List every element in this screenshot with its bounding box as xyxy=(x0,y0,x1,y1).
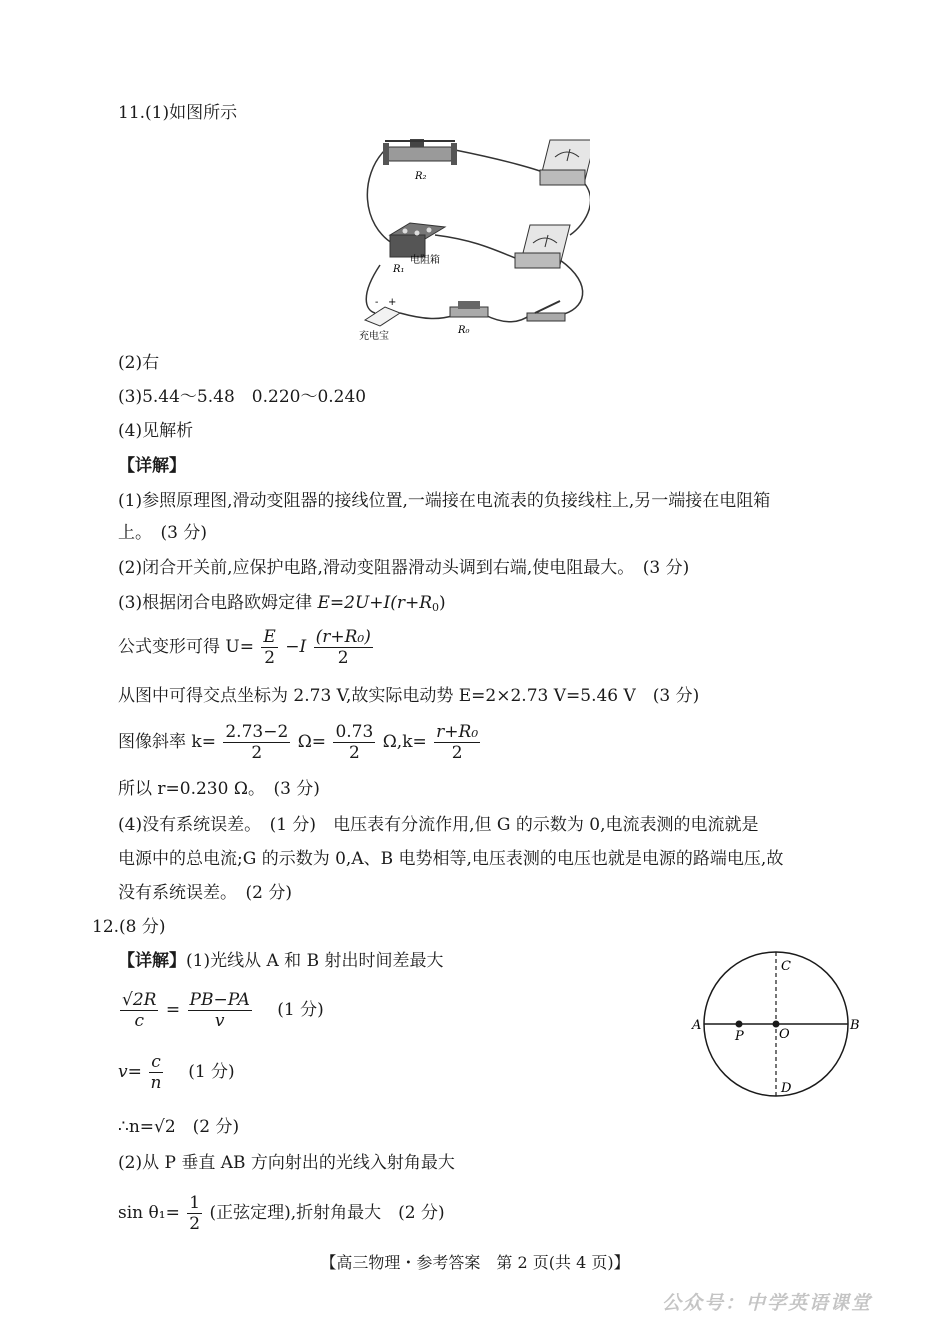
q12-part1 xyxy=(118,950,443,972)
wire xyxy=(560,260,583,315)
fraction-e-over-2 xyxy=(261,627,277,668)
q11-sol4-line1: (4)没有系统误差。 (1 分) 电压表有分流作用,但 G 的示数为 0,电流表测的电流就是 xyxy=(118,815,759,835)
fraction-denominator: 2 xyxy=(189,1214,201,1234)
fraction-denominator: 2 xyxy=(251,743,263,763)
q12-heading: 12.(8 分) xyxy=(92,917,166,937)
fraction-numerator: E xyxy=(263,627,276,647)
slope-mid2: Ω,k= xyxy=(382,732,427,752)
q11-sol3 xyxy=(118,592,446,619)
q11-part4: (4)见解析 xyxy=(118,421,194,441)
fraction-numerator: √2R xyxy=(122,990,157,1010)
q12-eq2 xyxy=(118,1052,235,1093)
fraction-denominator: 2 xyxy=(451,743,463,763)
plus-sign: + xyxy=(388,297,397,308)
fraction-numerator: c xyxy=(151,1052,161,1072)
r1-label: R₁ xyxy=(393,264,405,275)
fraction-numerator: (r+R₀) xyxy=(315,627,371,647)
q11-part3: (3)5.44～5.48 0.220～0.240 xyxy=(118,387,367,407)
wire xyxy=(455,150,550,175)
resistor-r0 xyxy=(450,301,488,317)
fraction-numerator: 1 xyxy=(189,1193,201,1213)
minus-sign: - xyxy=(375,297,379,308)
q12-part2: (2)从 P 垂直 AB 方向射出的光线入射角最大 xyxy=(118,1153,455,1173)
q11-sol3-slope xyxy=(118,722,482,763)
label-p: P xyxy=(735,1029,744,1044)
resistance-box-label: 电阻箱 xyxy=(410,255,440,266)
sol3-subscript: 0 xyxy=(432,601,440,614)
slope-mid: Ω= xyxy=(297,732,327,752)
label-d: D xyxy=(781,1081,792,1096)
fraction-numerator: r+R₀ xyxy=(436,722,479,742)
fraction-numerator: PB−PA xyxy=(189,990,250,1010)
q11-sol3-result: 所以 r=0.230 Ω。 (3 分) xyxy=(118,779,320,799)
q11-sol1-line2: 上。 (3 分) xyxy=(118,523,207,543)
slope-fraction-3 xyxy=(434,722,480,763)
sol3-close: ) xyxy=(439,593,446,613)
q11-sol1-line1: (1)参照原理图,滑动变阻器的接线位置,一端接在电流表的负接线柱上,另一端接在电阻箱 xyxy=(118,491,771,511)
label-a: A xyxy=(692,1018,702,1033)
fraction-denominator: v xyxy=(214,1011,225,1031)
sol3-equation: E=2U+I(r+R xyxy=(317,593,433,613)
wire xyxy=(485,315,530,322)
label-b: B xyxy=(850,1018,860,1033)
r2-label: R₂ xyxy=(415,171,427,182)
q11-sol3-transform xyxy=(118,627,375,668)
q12-detail-header: 【详解】 xyxy=(118,951,186,971)
fraction-r-over-2 xyxy=(314,627,373,668)
fraction-denominator: 2 xyxy=(348,743,360,763)
eq2-fraction xyxy=(149,1052,163,1093)
sol3-prefix: (3)根据闭合电路欧姆定律 xyxy=(118,593,318,613)
switch xyxy=(527,301,565,321)
label-c: C xyxy=(781,959,791,974)
q11-sol4-line2: 电源中的总电流;G 的示数为 0,A、B 电势相等,电压表测的电压也就是电源的路端电压,故 xyxy=(118,849,784,869)
transform-prefix: 公式变形可得 U= xyxy=(118,637,254,657)
slope-fraction-1 xyxy=(223,722,290,763)
eq4-fraction xyxy=(187,1193,202,1234)
q12-part1-text: (1)光线从 A 和 B 射出时间差最大 xyxy=(186,951,444,971)
eq2-prefix: v= xyxy=(118,1062,142,1082)
q12-eq4 xyxy=(118,1193,445,1234)
wire xyxy=(400,313,455,319)
eq1-score: (1 分) xyxy=(277,1000,324,1020)
resistance-box-r1 xyxy=(390,223,445,257)
q11-part1: 11.(1)如图所示 xyxy=(118,103,238,123)
eq1-equals: = xyxy=(165,1000,181,1020)
power-bank-label: 充电宝 xyxy=(359,331,389,342)
fraction-denominator: 2 xyxy=(337,648,349,668)
fraction-denominator: n xyxy=(150,1073,162,1093)
fraction-denominator: c xyxy=(134,1011,144,1031)
ammeter xyxy=(540,140,590,185)
circuit-figure xyxy=(355,135,590,345)
page-footer: 【高三物理・参考答案 第 2 页(共 4 页)】 xyxy=(320,1253,630,1272)
fraction-numerator: 2.73−2 xyxy=(225,722,289,742)
label-o: O xyxy=(779,1027,790,1042)
slope-fraction-2 xyxy=(333,722,375,763)
circle-figure xyxy=(690,948,865,1098)
q11-sol2: (2)闭合开关前,应保护电路,滑动变阻器滑动头调到右端,使电阻最大。 (3 分) xyxy=(118,558,690,578)
r0-label: R₀ xyxy=(458,325,470,336)
eq1-right-fraction xyxy=(188,990,252,1031)
point-p xyxy=(736,1021,743,1028)
eq4-suffix: (正弦定理),折射角最大 (2 分) xyxy=(209,1203,445,1223)
q11-sol3-intersection: 从图中可得交点坐标为 2.73 V,故实际电动势 E=2×2.73 V=5.46 V (3 分) xyxy=(118,686,700,706)
transform-mid: −I xyxy=(285,637,307,657)
rheostat-r2 xyxy=(383,139,457,165)
q12-eq3: ∴n=√2 (2 分) xyxy=(118,1117,240,1137)
watermark: 公众号：中学英语课堂 xyxy=(661,1292,872,1314)
fraction-numerator: 0.73 xyxy=(335,722,374,742)
fraction-denominator: 2 xyxy=(264,648,276,668)
wire xyxy=(367,150,395,245)
q12-eq1 xyxy=(118,990,324,1031)
eq2-score: (1 分) xyxy=(188,1062,235,1082)
eq1-left-fraction xyxy=(120,990,158,1031)
wire xyxy=(435,235,520,260)
eq4-prefix: sin θ₁= xyxy=(118,1203,180,1223)
slope-prefix: 图像斜率 k= xyxy=(118,732,216,752)
q11-detail-header: 【详解】 xyxy=(118,456,186,476)
q11-part2: (2)右 xyxy=(118,353,160,373)
q11-sol4-line3: 没有系统误差。 (2 分) xyxy=(118,883,292,903)
